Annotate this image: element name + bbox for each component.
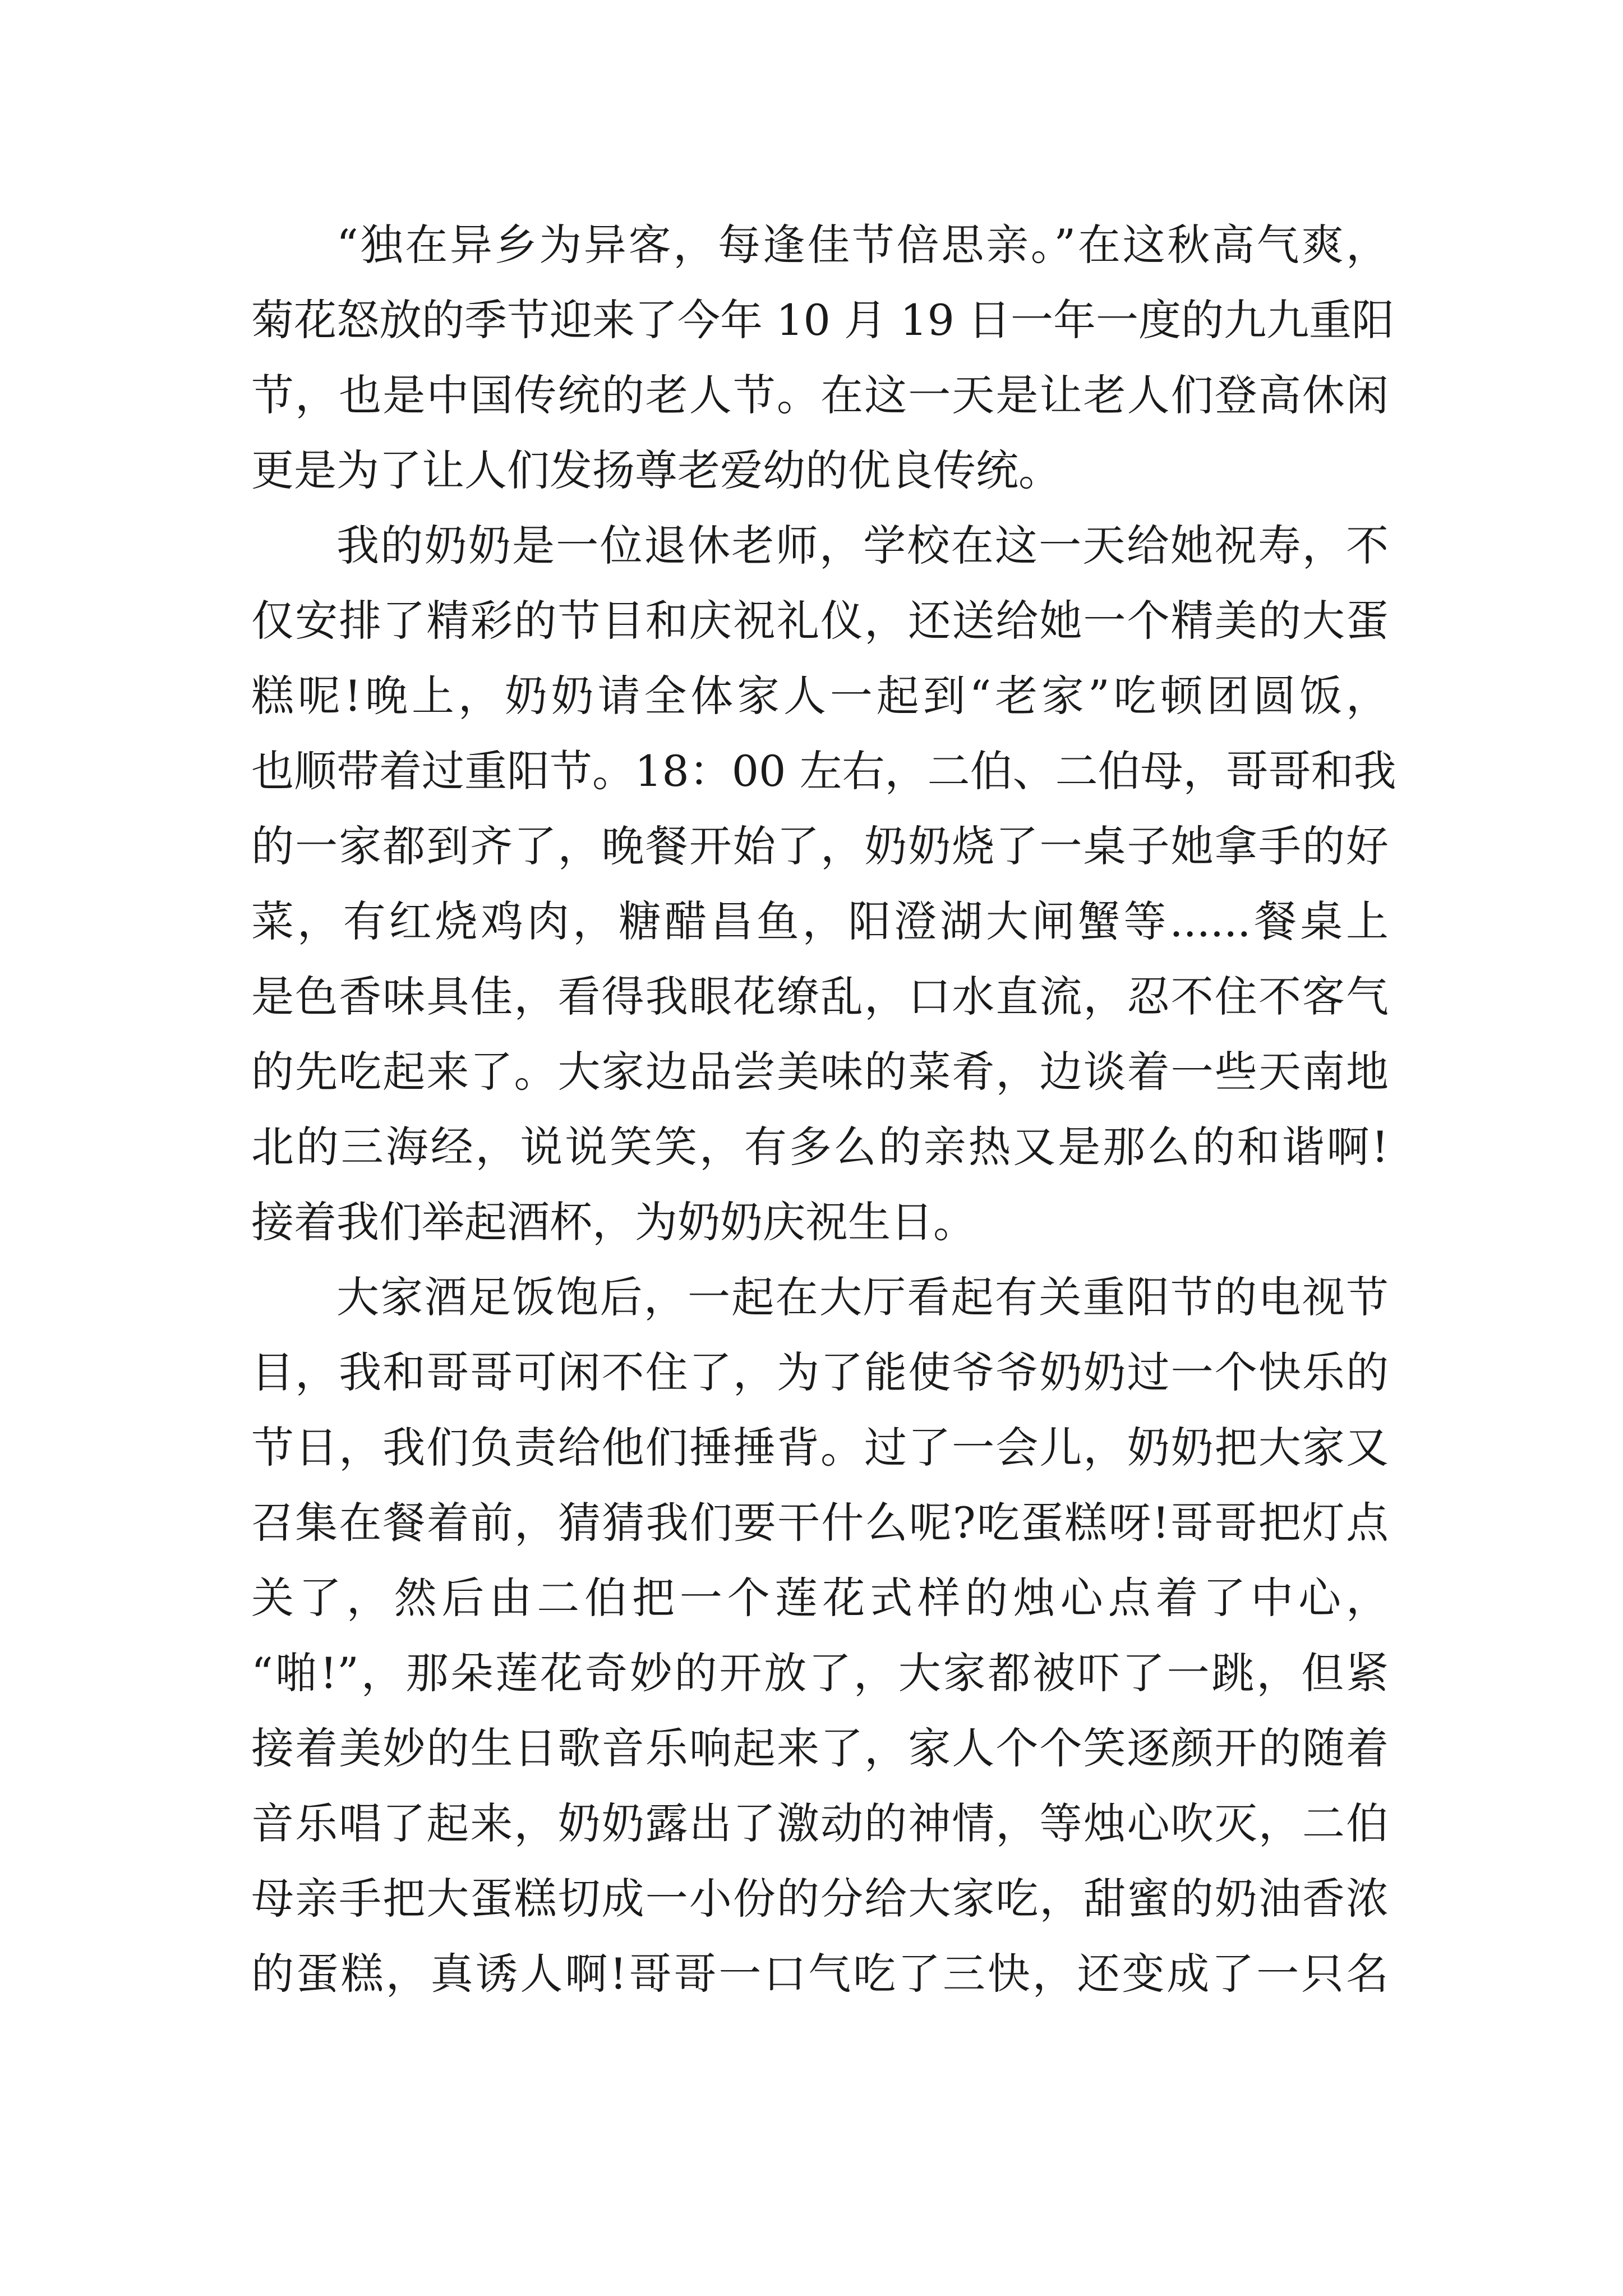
text-line: 北的三海经，说说笑笑，有多么的亲热又是那么的和谐啊! xyxy=(251,1122,1389,1172)
text-line: 的蛋糕，真诱人啊!哥哥一口气吃了三快，还变成了一只名 xyxy=(251,1949,1389,1999)
text-line: 菜，有红烧鸡肉，糖醋昌鱼，阳澄湖大闸蟹等......餐桌上 xyxy=(251,896,1389,946)
text-line: 我的奶奶是一位退休老师，学校在这一天给她祝寿，不 xyxy=(336,521,1389,570)
text-line: 母亲手把大蛋糕切成一小份的分给大家吃，甜蜜的奶油香浓 xyxy=(251,1874,1389,1924)
text-line: 召集在餐着前，猜猜我们要干什么呢?吃蛋糕呀!哥哥把灯点 xyxy=(251,1498,1389,1548)
text-line: 节，也是中国传统的老人节。在这一天是让老人们登高休闲 xyxy=(251,370,1389,420)
text-line: 节日，我们负责给他们捶捶背。过了一会儿，奶奶把大家又 xyxy=(251,1423,1389,1473)
text-line: 菊花怒放的季节迎来了今年 10 月 19 日一年一度的九九重阳 xyxy=(251,295,1395,345)
text-line: 更是为了让人们发扬尊老爱幼的优良传统。 xyxy=(251,445,1061,495)
text-line: 仅安排了精彩的节目和庆祝礼仪，还送给她一个精美的大蛋 xyxy=(251,596,1389,646)
text-line: 糕呢!晚上，奶奶请全体家人一起到“老家”吃顿团圆饭， xyxy=(251,671,1389,721)
text-line: 大家酒足饭饱后，一起在大厅看起有关重阳节的电视节 xyxy=(336,1272,1389,1322)
text-line: 目，我和哥哥可闲不住了，为了能使爷爷奶奶过一个快乐的 xyxy=(251,1347,1389,1397)
text-line: 接着美妙的生日歌音乐响起来了，家人个个笑逐颜开的随着 xyxy=(251,1723,1389,1773)
text-line: 是色香味具佳，看得我眼花缭乱，口水直流，忍不住不客气 xyxy=(251,972,1389,1022)
text-line: “独在异乡为异客，每逢佳节倍思亲。”在这秋高气爽， xyxy=(336,220,1389,270)
text-line: 的一家都到齐了，晚餐开始了，奶奶烧了一桌子她拿手的好 xyxy=(251,821,1389,871)
text-line: 接着我们举起酒杯，为奶奶庆祝生日。 xyxy=(251,1197,976,1247)
text-line: 也顺带着过重阳节。18：00 左右，二伯、二伯母，哥哥和我 xyxy=(251,746,1396,796)
text-line: 的先吃起来了。大家边品尝美味的菜肴，边谈着一些天南地 xyxy=(251,1047,1389,1097)
text-line: 关了，然后由二伯把一个莲花式样的烛心点着了中心， xyxy=(251,1573,1389,1623)
document-body xyxy=(251,208,1396,2012)
text-line: 音乐唱了起来，奶奶露出了激动的神情，等烛心吹灭，二伯 xyxy=(251,1798,1389,1848)
text-line: “啪!”，那朵莲花奇妙的开放了，大家都被吓了一跳，但紧 xyxy=(251,1648,1389,1698)
